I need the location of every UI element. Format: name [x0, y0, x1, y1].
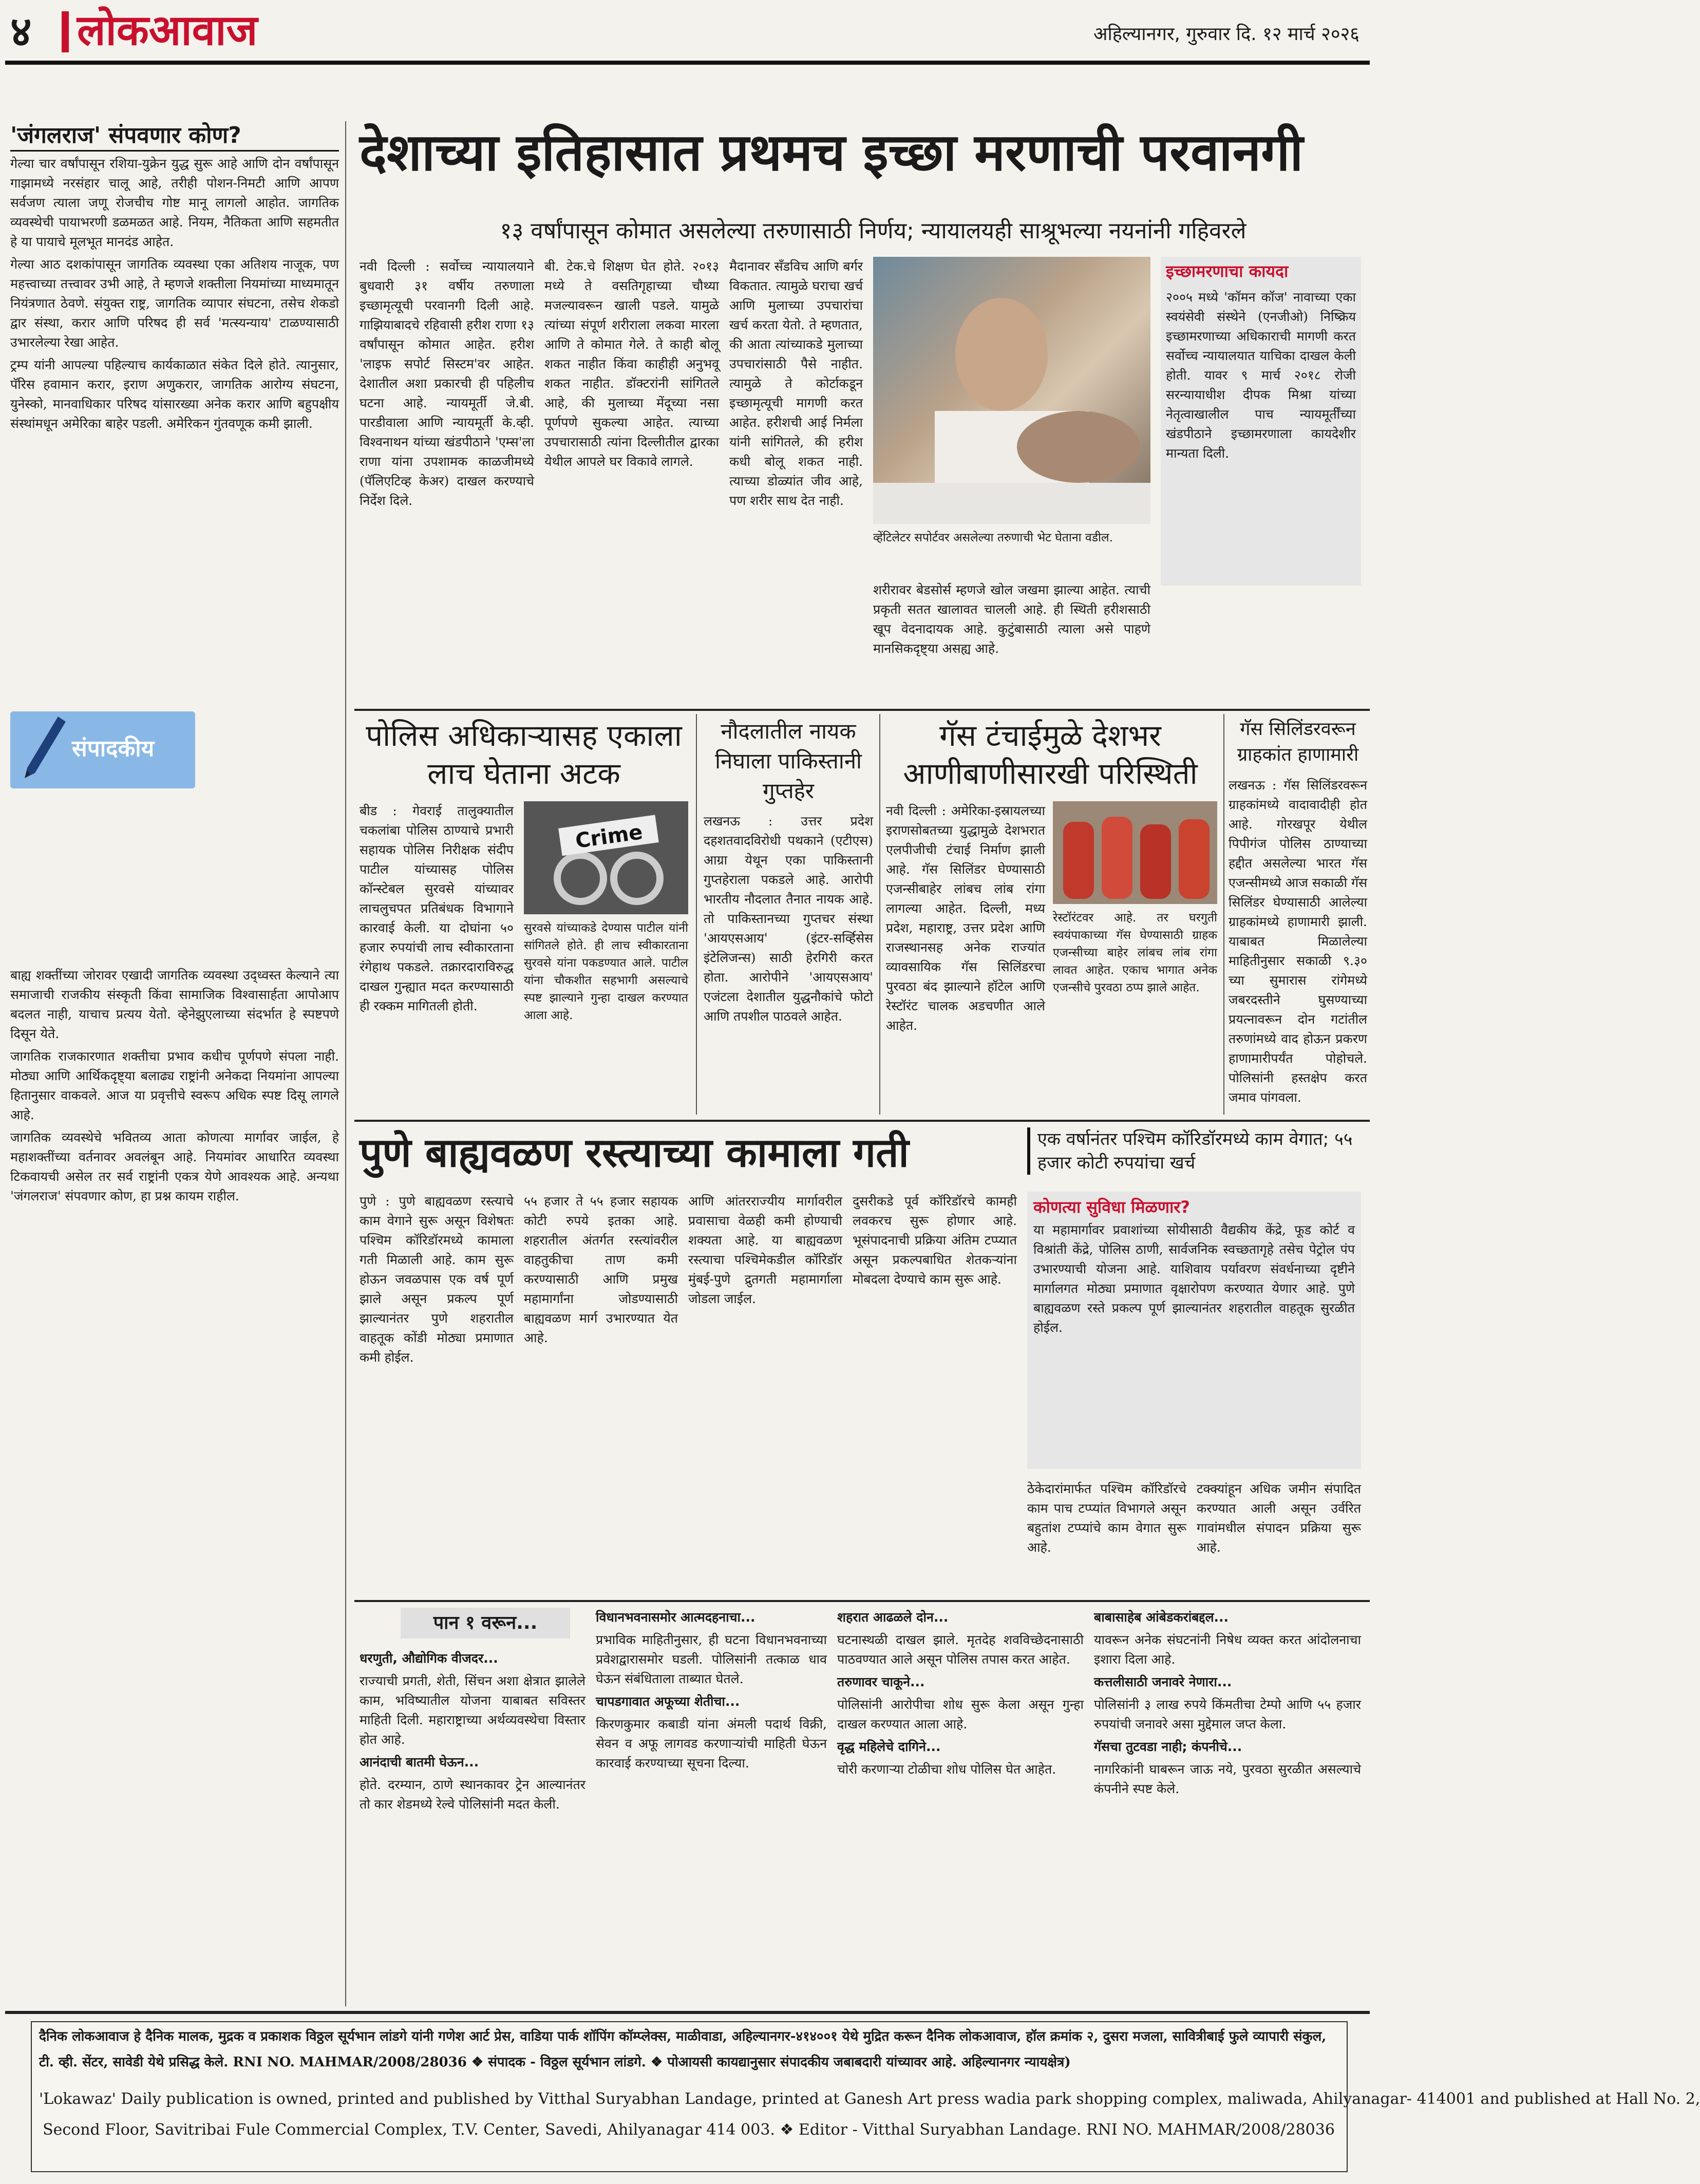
- crime-image-label: Crime: [574, 820, 645, 853]
- continued-text: यावरून अनेक संघटनांनी निषेध व्यक्त करत आंदोलनाचा इशारा दिला आहे.: [1094, 1632, 1361, 1667]
- editorial-tag-label: संपादकीय: [72, 736, 155, 762]
- continued-text: घटनास्थळी दाखल झाले. मृतदेह शवविच्छेदनासाठी पाठवण्यात आले असून पोलिस तपास करत आहेत.: [837, 1632, 1084, 1667]
- continued-col-1: [360, 1649, 585, 2003]
- continued-text: होते. दरम्यान, ठाणे स्थानकावर ट्रेन आल्यानंतर तो कार शेडमध्ये रेल्वे पोलिसांनी मदत केली.: [360, 1777, 585, 1812]
- column-divider: [696, 714, 697, 1115]
- road-subhead: एक वर्षानंतर पश्चिम कॉरिडॉरमध्ये काम वेगात; ५५ हजार कोटी रुपयांचा खर्च: [1027, 1127, 1371, 1175]
- editorial-body-bottom: [10, 966, 339, 2003]
- continued-text: किरणकुमार कबाडी यांना अंमली पदार्थ विक्री, सेवन व अफू लागवड करणाऱ्यांची माहिती घेऊन कारवाई करण्याच्या सूचना दिल्या.: [596, 1717, 827, 1771]
- logo: लोकआवाज: [77, 6, 258, 55]
- editorial-paragraph: जागतिक राजकारणात शक्तीचा प्रभाव कधीच पूर्णपणे संपला नाही. मोठ्या आणि आर्थिकदृष्ट्या बलाढ्य राष्ट्रांनी अनेकदा नियमांना आपल्या हितानुसार वाकवले. आज या प्रवृत्तीचे स्वरूप अधिक स्पष्ट दिसू लागले आहे.: [10, 1049, 339, 1122]
- continued-heading: तरुणावर चाकूने...: [837, 1674, 925, 1689]
- handcuffs-icon: [524, 801, 688, 914]
- lead-subhead: १३ वर्षांपासून कोमात असलेल्या तरुणासाठी निर्णय; न्यायालयही साश्रूभल्या नयनांनी गहिवरले: [500, 218, 1246, 244]
- section-rule: [354, 1600, 1370, 1602]
- gas-customers-headline: गॅस सिलिंडरवरून ग्राहकांत हाणामारी: [1237, 719, 1359, 765]
- editorial-paragraph: गेल्या चार वर्षांपासून रशिया-युक्रेन युद्ध सुरू आहे आणि दोन वर्षांपासून गाझामध्ये नरसंहार चालू आहे, तरीही पोशन-निमटी आणि आपण सर्वजण त्याला जणू रोजचीच गोष्ट मानू लागलो आहोत. जागतिक व्यवस्थेची पायाभरणी डळमळत आहे. नियम, नैतिकता आणि सहमतीत हे या पायाचे मूलभूत मानदंड आहेत.: [10, 156, 339, 249]
- page-number: ४: [10, 8, 32, 55]
- imprint-line-3: 'Lokawaz' Daily publication is owned, printed and published by Vitthal Suryabhan Landage, printed at Ganesh Art press wadia park shopping complex, maliwada, Ahilyanagar- 414001 and published at Hall No. 2,: [39, 2090, 1700, 2108]
- continued-text: प्रभाविक माहितीनुसार, ही घटना विधानभवनाच्या प्रवेशद्वारासमोर घडली. पोलिसांनी तत्काळ धाव घेऊन संबंधिताला ताब्यात घेतले.: [596, 1632, 827, 1686]
- continued-text: पोलिसांनी आरोपीचा शोध सुरू केला असून गुन्हा दाखल करण्यात आला आहे.: [837, 1697, 1084, 1731]
- section-rule: [354, 1120, 1370, 1122]
- spy-body: लखनऊ : उत्तर प्रदेश दहशतवादविरोधी पथकाने (एटीएस) आग्रा येथून एका पाकिस्तानी गुप्तहेराला पकडले आहे. आरोपी भारतीय नौदलात तैनात नायक आहे. तो पाकिस्तानच्या गुप्तचर संस्था 'आयएसआय' (इंटर-सर्व्हिसेस इंटेलिजन्स) साठी हेरगिरी करत होता. आरोपीने 'आयएसआय' एजंटला देशातील युद्धनौकांचे फोटो आणि तपशील पाठवले आहेत.: [704, 814, 873, 1024]
- continued-heading: बाबासाहेब आंबेडकरांबद्दल...: [1094, 1610, 1229, 1625]
- footer-rule: [5, 2011, 1370, 2014]
- road-col-3: आणि आंतरराज्यीय मार्गावरील प्रवासाचा वेळही कमी होण्याची शक्यता आहे. या बाह्यवळण रस्त्याचा पश्चिमेकडील कॉरिडॉर मुंबई-पुणे द्रुतगती महामार्गाला जोडला जाईल.: [688, 1194, 842, 1306]
- editorial-tag: [10, 711, 195, 788]
- police-body: बीड : गेवराई तालुक्यातील चकलांबा पोलिस ठाण्याचे प्रभारी सहायक पोलिस निरीक्षक संदीप पाटील यांच्यासह पोलिस कॉन्स्टेबल सुरवसे यांच्यावर लाचलुचपत प्रतिबंधक विभागाने कारवाई केली. या दोघांना ५० हजार रुपयांची लाच स्वीकारताना रंगेहाथ पकडले. तक्रारदाराविरुद्ध दाखल गुन्ह्यात मदत करण्यासाठी ही रक्कम मागितली होती.: [360, 803, 514, 1013]
- gas-cylinders-image: [1053, 801, 1217, 904]
- lead-sidebar-text: २००५ मध्ये 'कॉमन कॉज' नावाच्या एका स्वयंसेवी संस्थेने (एनजीओ) निष्क्रिय इच्छामरणाच्या अधिकाराची मागणी करत सर्वोच्च न्यायालयात याचिका दाखल केली होती. यावर ९ मार्च २०१८ रोजी सरन्यायाधीश दीपक मिश्रा यांच्या नेतृत्वाखालील पाच न्यायमूर्तींच्या खंडपीठाने इच्छामरणाला कायदेशीर मान्यता दिली.: [1166, 290, 1356, 461]
- lead-photo-caption: व्हेंटिलेटर सपोर्टवर असलेल्या तरुणाची भेट घेताना वडील.: [873, 531, 1113, 544]
- pen-icon: [14, 717, 76, 783]
- gas-customers-body: लखनऊ : गॅस सिलिंडरवरून ग्राहकांमध्ये वादावादीही होत आहे. गोरखपूर येथील पिपीगंज पोलिस ठाण्याच्या हद्दीत असलेल्या भारत गॅस एजन्सीमध्ये आज सकाळी गॅस सिलिंडर घेण्यासाठी आलेल्या ग्राहकांमध्ये हाणामारी झाली. याबाबत मिळालेल्या माहितीनुसार सकाळी ९.३० च्या सुमारास रांगेमध्ये जबरदस्तीने घुसण्याच्या प्रयत्नावरून दोन गटांतील तरुणांमध्ये वाद होऊन प्रकरण हाणामारीपर्यंत पोहोचले. पोलिसांनी हस्तक्षेप करत जमाव पांगवला.: [1229, 778, 1367, 1105]
- road-headline: पुणे बाह्यवळण रस्त्याच्या कामाला गती: [360, 1130, 909, 1176]
- lead-col-1: नवी दिल्ली : सर्वोच्च न्यायालयाने बुधवारी ३१ वर्षीय तरुणाला इच्छामृत्यूची परवानगी दिली आहे. गाझियाबादचे रहिवासी हरीश राणा १३ वर्षांपासून कोमात आहेत. हरीश 'लाइफ सपोर्ट सिस्टम'वर आहेत. देशातील अशा प्रकारची ही पहिलीच घटना आहे. न्यायमूर्ती जे.बी. पारडीवाला आणि न्यायमूर्ती के.व्ही. विश्वनाथन यांच्या खंडपीठाने 'एम्स'ला राणा यांना उपशामक काळजीमध्ये (पॅलिएटिव्ह केअर) दाखल करण्याचे निर्देश दिले.: [360, 259, 534, 508]
- continued-text: राज्याची प्रगती, शेती, सिंचन अशा क्षेत्रात झालेले काम, भविष्यातील योजना याबाबत सविस्तर माहिती दिली. महाराष्ट्राच्या अर्थव्यवस्थेचा विस्तार होत आहे.: [360, 1673, 585, 1747]
- continued-text: चोरी करणाऱ्या टोळीचा शोध पोलिस घेत आहेत.: [837, 1762, 1056, 1777]
- column-divider: [1223, 714, 1224, 1115]
- masthead-rule: [5, 61, 1370, 65]
- logo-bar-icon: [62, 11, 69, 52]
- editorial-body-top: [10, 154, 339, 961]
- editorial-paragraph: ट्रम्प यांनी आपल्या पहिल्याच कार्यकाळात संकेत दिले होते. त्यानुसार, पॅरिस हवामान करार, इराण अणुकरार, जागतिक आरोग्य संघटना, युनेस्को, मानवाधिकार परिषद यांसारख्या अनेक करार आणि बहुपक्षीय संस्थांमधून अमेरिका बाहेर पडली. अमेरिकन गुंतवणूक कमी झाली.: [10, 357, 339, 431]
- road-col-6: टक्क्यांहून अधिक जमीन संपादित करण्यात आली असून उर्वरित गावांमधील संपादन प्रक्रिया सुरू आहे.: [1197, 1481, 1361, 1555]
- continued-heading: चापडगावात अफूच्या शेतीचा...: [596, 1694, 740, 1709]
- road-col-4: दुसरीकडे पूर्व कॉरिडॉरचे कामही लवकरच सुरू होणार आहे. भूसंपादनाची प्रक्रिया अंतिम टप्प्यात असून प्रकल्पबाधित शेतकऱ्यांना मोबदला देण्याचे काम सुरू आहे.: [853, 1194, 1017, 1287]
- editorial-paragraph: गेल्या आठ दशकांपासून जागतिक व्यवस्था एका अतिशय नाजूक, पण महत्त्वाच्या तत्त्वावर उभी आहे, ते म्हणजे शक्तीला नियमांच्या माध्यमातून नियंत्रणात ठेवणे. संयुक्त राष्ट्र, जागतिक व्यापार संघटना, तसेच शेकडो द्वार संस्था, करार आणि परिषद ही सर्व 'मत्स्यन्याय' टाळण्यासाठी उभारलेल्या रेखा आहेत.: [10, 257, 339, 350]
- road-facilities-title: कोणत्या सुविधा मिळणार?: [1033, 1197, 1190, 1217]
- lead-sidebar: [1161, 257, 1361, 586]
- section-rule: [354, 709, 1370, 711]
- gas-cylinder-icon: [1053, 801, 1217, 904]
- continued-heading: विधानभवनासमोर आत्मदहनाचा...: [596, 1610, 755, 1625]
- editorial-title: 'जंगलराज' संपवणार कोण?: [10, 121, 339, 152]
- continued-text: पोलिसांनी ३ लाख रुपये किंमतीचा टेम्पो आणि ५५ हजार रुपयांची जनावरे असा मुद्देमाल जप्त केला.: [1094, 1697, 1361, 1731]
- gas-headline: गॅस टंचाईमुळे देशभर आणीबाणीसारखी परिस्थिती: [903, 718, 1198, 791]
- column-divider: [345, 121, 346, 2006]
- continued-heading: कत्तलीसाठी जनावरे नेणारा...: [1094, 1674, 1232, 1689]
- road-col-1: पुणे : पुणे बाह्यवळण रस्त्याचे काम वेगाने सुरू असून विशेषतः पश्चिम कॉरिडॉरमध्ये कामाला गती मिळाली आहे. काम सुरू होऊन जवळपास एक वर्ष पूर्ण झाले असून प्रकल्प पूर्ण झाल्यानंतर पुणे शहरातील वाहतूक कोंडी मोठ्या प्रमाणात कमी होईल.: [360, 1194, 514, 1365]
- continued-heading: धरणुती, औद्योगिक वीजदर...: [360, 1651, 498, 1666]
- imprint-box: [31, 2021, 1700, 2172]
- continued-col-2: [596, 1608, 827, 2003]
- lead-col-3: मैदानावर सॅंडविच आणि बर्गर विकतात. त्यामुळे घराचा खर्च आणि मुलाच्या उपचारांचा खर्च करता येतो. ते म्हणतात, की आता त्यांच्याकडे मुलाच्या उपचारांसाठी पैसे नाहीत. त्यामुळे ते कोर्टाकडून इच्छामृत्यूची मागणी करत आहेत. हरीशची आई निर्मला यांनी सांगितले, की हरीश कधी बोलू शकत नाही. त्याच्या डोळ्यांत जीव आहे, पण शरीर साथ देत नाही.: [729, 259, 863, 508]
- road-col-2: ५५ हजार ते ५५ हजार सहायक कोटी रुपये इतका आहे. शहरातील अंतर्गत रस्त्यांवरील वाहतुकीचा ताण कमी करण्यासाठी आणि प्रमुख महामार्गांना जोडण्यासाठी बाह्यवळण मार्ग उभारण्यात येत आहे.: [524, 1194, 678, 1345]
- continued-col-3: [837, 1608, 1084, 2003]
- lead-col-4: शरीरावर बेडसोर्स म्हणजे खोल जखमा झाल्या आहेत. त्याची प्रकृती सतत खालावत चालली आहे. ही स्थिती हरीशसाठी खूप वेदनादायक आहे. कुटुंबासाठी त्याला असे पाहणे मानसिकदृष्ट्या असह्य आहे.: [873, 582, 1150, 656]
- imprint-line-4: Second Floor, Savitribai Fule Commercial Complex, T.V. Center, Savedi, Ahilyanagar 414 003. ❖ Editor - Vitthal Suryabhan Landage. RNI NO. MAHMAR/2008/28036: [43, 2121, 1335, 2139]
- police-headline: पोलिस अधिकाऱ्यासह एकाला लाच घेताना अटक: [366, 718, 682, 791]
- patient-photo-icon: [873, 257, 1150, 524]
- continued-text: नागरिकांनी घाबरून जाऊ नये, पुरवठा सुरळीत असल्याचे कंपनीने स्पष्ट केले.: [1094, 1762, 1361, 1796]
- lead-col-2: बी. टेक.चे शिक्षण घेत होते. २०१३ मध्ये ते वसतिगृहाच्या चौथ्या मजल्यावरून खाली पडले. यामुळे त्यांच्या संपूर्ण शरीराला लकवा मारला आणि ते कोमात गेले. ते काही बोलू शकत नाहीत किंवा काहीही अनुभवू शकत नाहीत. डॉक्टरांनी सांगितले आहे, की मुलाच्या मेंदूच्या नसा पूर्णपणे सुकल्या आहेत. त्याच्या उपचारासाठी त्यांना दिल्लीतील द्वारका येथील आपले घर विकावे लागले.: [544, 259, 719, 469]
- continued-heading: गॅसचा तुटवडा नाही; कंपनीचे...: [1094, 1739, 1242, 1754]
- continued-col-4: [1094, 1608, 1361, 2003]
- road-facilities-box: [1027, 1192, 1361, 1469]
- crime-image: [524, 801, 688, 914]
- editorial-paragraph: बाह्य शक्तींच्या जोरावर एखादी जागतिक व्यवस्था उद्ध्वस्त केल्याने त्या समाजाची राजकीय संस्कृती किंवा सामाजिक विश्वासार्हता आपोआप बदलत नाही, याचाच प्रत्यय येतो. व्हेनेझुएलाच्या संदर्भात हे स्पष्टपणे दिसून येते.: [10, 968, 339, 1041]
- lead-sidebar-title: इच्छामरणाचा कायदा: [1166, 261, 1289, 281]
- spy-headline: नौदलातील नायक निघाला पाकिस्तानी गुप्तहेर: [715, 719, 862, 803]
- imprint-line-1: दैनिक लोकआवाज हे दैनिक मालक, मुद्रक व प्रकाशक विठ्ठल सूर्यभान लांडगे यांनी गणेश आर्ट प्रेस, वाडिया पार्क शॉपिंग कॉम्प्लेक्स, माळीवाडा, अहिल्यानगर-४१४००१ येथे मुद्रित करून दैनिक लोकआवाज, हॉल क्रमांक २, दुसरा मजला, सावित्रीबाई फुले व्यापारी संकुल,: [39, 2029, 1327, 2044]
- editorial-paragraph: जागतिक व्यवस्थेचे भवितव्य आता कोणत्या मार्गावर जाईल, हे महाशक्तींच्या वर्तनावर अवलंबून आहे. नियमांवर आधारित व्यवस्था टिकवायची असेल तर सर्व राष्ट्रांनी एकत्र येणे आवश्यक आहे. अन्यथा 'जंगलराज' संपवणार कोण, हा प्रश्न कायम राहील.: [10, 1130, 339, 1203]
- road-facilities-text: या महामार्गावर प्रवाशांच्या सोयीसाठी वैद्यकीय केंद्रे, फूड कोर्ट व विश्रांती केंद्रे, पोलिस ठाणी, सार्वजनिक स्वच्छतागृहे तसेच पेट्रोल पंप उभारण्याची योजना आहे. याशिवाय पर्यावरण संवर्धनाच्या दृष्टीने मार्गालगत मोठ्या प्रमाणात वृक्षारोपण करण्यात येणार आहे. पुणे बाह्यवळण रस्ते प्रकल्प पूर्ण झाल्यानंतर शहरातील वाहतूक सुरळीत होईल.: [1033, 1222, 1355, 1335]
- continued-heading: आनंदाची बातमी घेऊन...: [360, 1755, 479, 1769]
- police-body-cont: सुरवसे यांच्याकडे देण्यास पाटील यांनी सांगितले होते. ही लाच स्वीकारताना सुरवसे यांना पकडण्यात आले. पाटील यांना चौकशीत सहभागी असल्याचे स्पष्ट झाल्याने गुन्हा दाखल करण्यात आला आहे.: [524, 921, 688, 1022]
- gas-body-cont: रेस्टॉरंटवर आहे. तर घरगुती स्वयंपाकाच्या गॅस घेण्यासाठी ग्राहक एजन्सीच्या बाहेर लांबच लांब रांगा लावत आहेत. एकाच भागात अनेक एजन्सीचे पुरवठा ठप्प झाले आहेत.: [1053, 911, 1217, 994]
- lead-headline: देशाच्या इतिहासात प्रथमच इच्छा मरणाची परवानगी: [360, 122, 1304, 182]
- gas-body: नवी दिल्ली : अमेरिका-इस्रायलच्या इराणसोबतच्या युद्धामुळे देशभरात एलपीजीची टंचाई निर्माण झाली आहे. गॅस सिलिंडर घेण्यासाठी एजन्सीबाहेर लांबच लांब रांगा लागल्या आहेत. दिल्ली, मध्य प्रदेश, महाराष्ट्र, उत्तर प्रदेश आणि राजस्थानसह अनेक राज्यांत व्यावसायिक गॅस सिलिंडरचा पुरवठा बंद झाल्याने हॉटेल आणि रेस्टॉरंट चालक अडचणीत आले आहेत.: [886, 803, 1045, 1033]
- continued-heading: वृद्ध महिलेचे दागिने...: [837, 1739, 941, 1754]
- continued-heading: शहरात आढळले दोन...: [837, 1610, 949, 1625]
- imprint-line-2: टी. व्ही. सेंटर, सावेडी येथे प्रसिद्ध केले. RNI NO. MAHMAR/2008/28036 ❖ संपादक - विठ्ठल सूर्यभान लांडगे. ❖ पोआयसी कायद्यानुसार संपादकीय जबाबदारी यांच्यावर आहे. अहिल्यानगर न्यायक्षेत्र): [39, 2055, 1071, 2070]
- dateline: अहिल्यानगर, गुरुवार दि. १२ मार्च २०२६: [1093, 24, 1359, 45]
- continued-label: पान १ वरून...: [401, 1608, 570, 1639]
- road-col-5: ठेकेदारांमार्फत पश्चिम कॉरिडॉरचे काम पाच टप्प्यांत विभागले असून बहुतांश टप्प्यांचे काम वेगात सुरू आहे.: [1027, 1481, 1186, 1555]
- column-divider: [879, 714, 880, 1115]
- lead-photo: [873, 257, 1150, 524]
